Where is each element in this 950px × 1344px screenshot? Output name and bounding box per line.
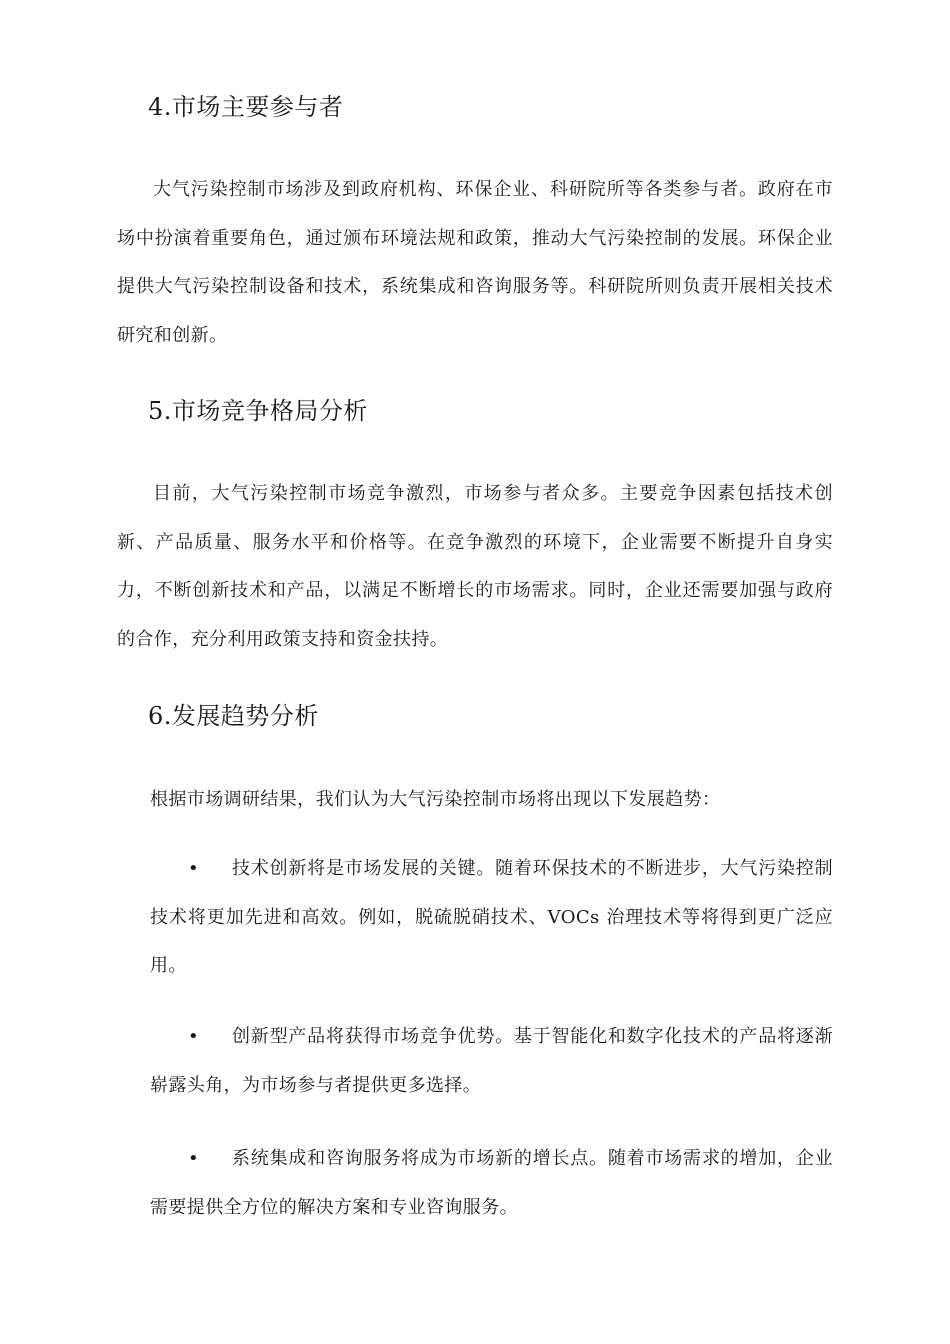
list-item — [150, 1135, 833, 1232]
list-item-text: 创新型产品将获得市场竞争优势。基于智能化和数字化技术的产品将逐渐崭露头角，为市场参与者提供更多选择。 — [150, 1026, 833, 1096]
section-paragraph-participants: 大气污染控制市场涉及到政府机构、环保企业、科研院所等各类参与者。政府在市场中扮演着重要角色，通过颁布环境法规和政策，推动大气污染控制的发展。环保企业提供大气污染控制设备和技术，系统集成和咨询服务等。科研院所则负责开展相关技术研究和创新。 — [117, 179, 833, 346]
section-paragraph-competition: 目前，大气污染控制市场竞争激烈，市场参与者众多。主要竞争因素包括技术创新、产品质量、服务水平和价格等。在竞争激烈的环境下，企业需要不断提升自身实力，不断创新技术和产品，以满足不断增长的市场需求。同时，企业还需要加强与政府的合作，充分利用政策支持和资金扶持。 — [117, 483, 833, 650]
section-heading-participants: 4.市场主要参与者 — [148, 93, 344, 121]
list-item — [150, 1013, 833, 1110]
bullet-icon: • — [188, 858, 199, 879]
section-heading-competition: 5.市场竞争格局分析 — [148, 397, 368, 425]
section-intro-trends: 根据市场调研结果，我们认为大气污染控制市场将出现以下发展趋势： — [150, 789, 721, 810]
list-item-text: 技术创新将是市场发展的关键。随着环保技术的不断进步，大气污染控制技术将更加先进和高效。例如，脱硫脱硝技术、VOCs 治理技术等将得到更广泛应用。 — [150, 858, 833, 976]
section-heading-trends: 6.发展趋势分析 — [148, 702, 319, 730]
bullet-icon: • — [188, 1026, 199, 1047]
bullet-icon: • — [188, 1148, 199, 1169]
list-item-text: 系统集成和咨询服务将成为市场新的增长点。随着市场需求的增加，企业需要提供全方位的解决方案和专业咨询服务。 — [150, 1148, 833, 1218]
list-item — [150, 845, 833, 991]
